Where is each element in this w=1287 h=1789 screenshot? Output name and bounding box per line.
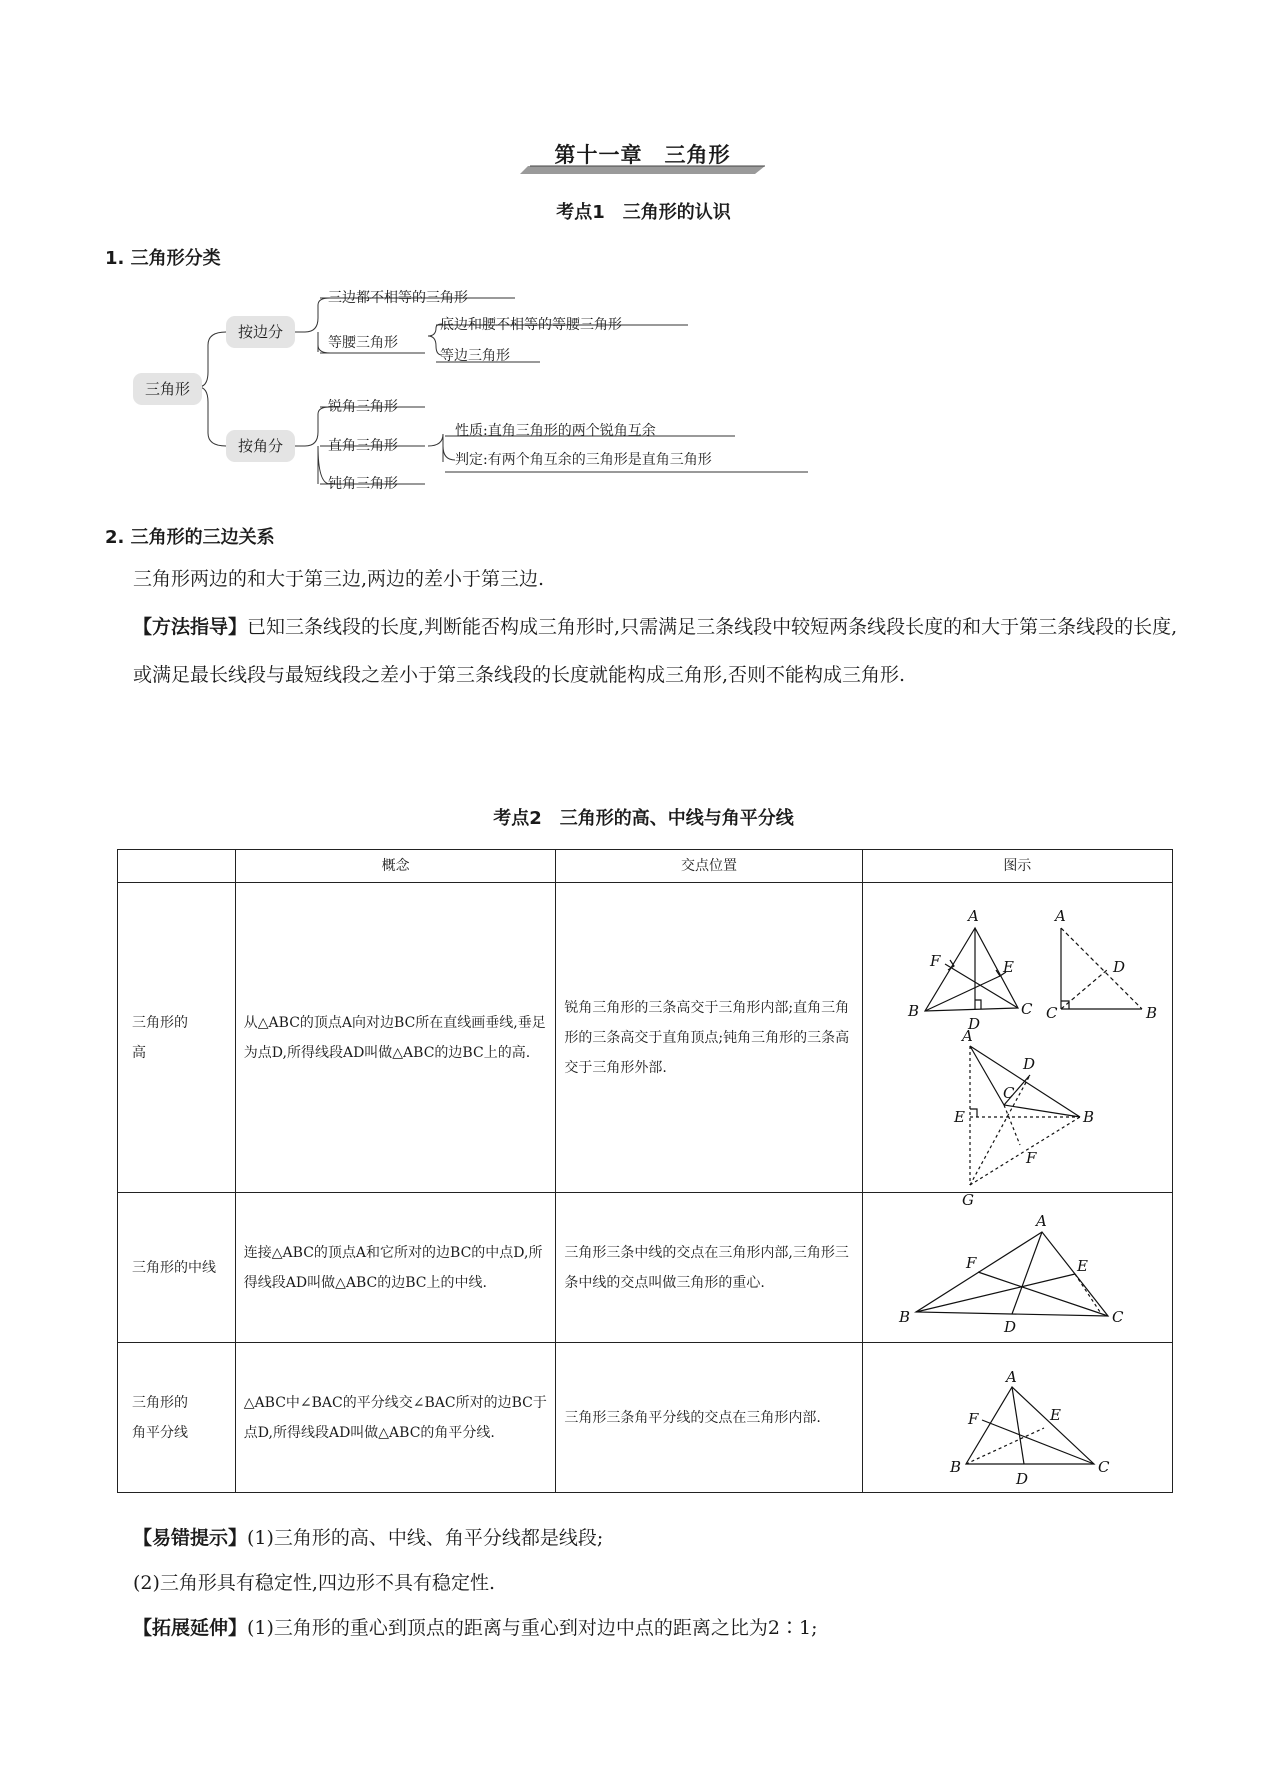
tip-line-1 bbox=[133, 1523, 603, 1550]
row-concept: 连接△ABC的顶点A和它所对的边BC的中点D,所得线段AD叫做△ABC的边BC上的中线. bbox=[235, 1193, 556, 1343]
label-b: B bbox=[1083, 1108, 1095, 1126]
tip-tag: 【易错提示】 bbox=[133, 1527, 248, 1549]
label-d: D bbox=[1023, 1055, 1036, 1073]
label-e: E bbox=[1003, 958, 1014, 976]
label-a: A bbox=[962, 1027, 973, 1045]
tree-leaf: 等边三角形 bbox=[440, 348, 510, 364]
label-g: G bbox=[962, 1191, 974, 1209]
label-e: E bbox=[954, 1108, 965, 1126]
extension-tag: 【拓展延伸】 bbox=[133, 1617, 248, 1639]
tree-by-angle: 按角分 bbox=[226, 430, 295, 462]
row-concept: 从△ABC的顶点A向对边BC所在直线画垂线,垂足为点D,所得线段AD叫做△ABC的边BC上的高. bbox=[235, 883, 556, 1193]
right-altitude-figure bbox=[1061, 928, 1142, 1009]
label-e: E bbox=[1077, 1257, 1088, 1275]
bisector-figure bbox=[966, 1387, 1094, 1464]
label-f: F bbox=[966, 1254, 977, 1272]
row-intersection: 锐角三角形的三条高交于三角形内部;直角三角形的三条高交于直角顶点;钝角三角形的三条高交于三角形外部. bbox=[556, 883, 862, 1193]
label-b: B bbox=[908, 1002, 920, 1020]
label-d: D bbox=[968, 1015, 981, 1033]
table-header: 图示 bbox=[862, 850, 1172, 883]
section2-heading: 2. 三角形的三边关系 bbox=[105, 527, 275, 548]
extension-line-1 bbox=[133, 1613, 818, 1640]
tree-leaf: 判定:有两个角互余的三角形是直角三角形 bbox=[455, 452, 712, 468]
table-header: 交点位置 bbox=[556, 850, 862, 883]
label-a: A bbox=[1055, 907, 1066, 925]
table-header: 概念 bbox=[235, 850, 556, 883]
tree-leaf: 直角三角形 bbox=[328, 438, 398, 454]
point1-title: 考点1 三角形的认识 bbox=[556, 202, 731, 223]
method-tag: 【方法指导】 bbox=[133, 616, 248, 638]
row-name-text: 三角形的中线 bbox=[132, 1259, 216, 1276]
extension-text: (1)三角形的重心到顶点的距离与重心到对边中点的距离之比为2∶1; bbox=[247, 1617, 818, 1639]
label-a: A bbox=[968, 907, 979, 925]
row-intersection: 三角形三条中线的交点在三角形内部,三角形三条中线的交点叫做三角形的重心. bbox=[556, 1193, 862, 1343]
tip-line-2: (2)三角形具有稳定性,四边形不具有稳定性. bbox=[133, 1572, 495, 1594]
row-name-text: 三角形的高 bbox=[132, 1014, 188, 1061]
row-intersection: 三角形三条角平分线的交点在三角形内部. bbox=[556, 1343, 862, 1493]
row-name-text: 三角形的角平分线 bbox=[132, 1394, 188, 1441]
label-b: B bbox=[899, 1308, 911, 1326]
label-e: E bbox=[1050, 1406, 1061, 1424]
tree-leaf: 钝角三角形 bbox=[328, 476, 398, 492]
label-c: C bbox=[1046, 1004, 1058, 1022]
label-c: C bbox=[1021, 1000, 1033, 1018]
tree-by-side: 按边分 bbox=[226, 316, 295, 348]
method-text: 已知三条线段的长度,判断能否构成三角形时,只需满足三条线段中较短两条线段长度的和大于第三条线段的长度,或满足最长线段与最短线段之差小于第三条线段的长度就能构成三角形,否则不能构成三角形. bbox=[133, 616, 1178, 686]
label-f: F bbox=[968, 1410, 979, 1428]
label-d: D bbox=[1004, 1318, 1017, 1336]
tree-leaf: 性质:直角三角形的两个锐角互余 bbox=[455, 423, 656, 439]
row-concept: △ABC中∠BAC的平分线交∠BAC所对的边BC于点D,所得线段AD叫做△ABC的角平分线. bbox=[235, 1343, 556, 1493]
label-a: A bbox=[1036, 1212, 1047, 1230]
tree-root: 三角形 bbox=[133, 373, 202, 405]
chapter-title: 第十一章 三角形 bbox=[554, 142, 731, 167]
label-d: D bbox=[1113, 958, 1126, 976]
tip-text: (1)三角形的高、中线、角平分线都是线段; bbox=[247, 1527, 604, 1549]
label-c: C bbox=[1112, 1308, 1124, 1326]
label-d: D bbox=[1016, 1470, 1029, 1488]
label-b: B bbox=[950, 1458, 962, 1476]
tree-leaf: 等腰三角形 bbox=[328, 335, 398, 351]
label-f: F bbox=[930, 952, 941, 970]
triangle-inequality-text: 三角形两边的和大于第三边,两边的差小于第三边. bbox=[133, 568, 545, 590]
point2-title: 考点2 三角形的高、中线与角平分线 bbox=[493, 808, 794, 829]
label-a: A bbox=[1006, 1368, 1017, 1386]
tree-leaf: 锐角三角形 bbox=[328, 399, 398, 415]
tree-leaf: 底边和腰不相等的等腰三角形 bbox=[440, 317, 622, 333]
label-f: F bbox=[1026, 1149, 1037, 1167]
label-b: B bbox=[1146, 1004, 1158, 1022]
label-c: C bbox=[1003, 1084, 1015, 1102]
tree-leaf: 三边都不相等的三角形 bbox=[328, 290, 468, 306]
label-c: C bbox=[1098, 1458, 1110, 1476]
section1-heading: 1. 三角形分类 bbox=[105, 248, 221, 269]
